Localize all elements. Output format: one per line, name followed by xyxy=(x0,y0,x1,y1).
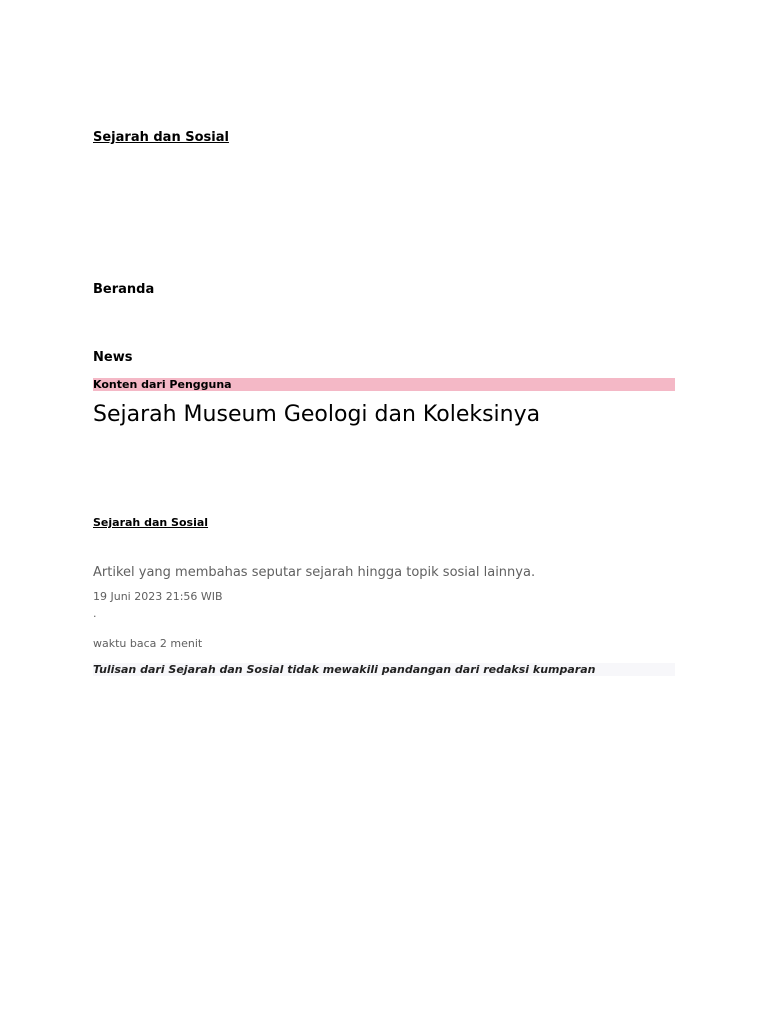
breadcrumb-home-link[interactable]: Beranda xyxy=(93,282,155,297)
meta-separator: · xyxy=(93,610,97,623)
editorial-disclaimer: Tulisan dari Sejarah dan Sosial tidak mewakili pandangan dari redaksi kumparan xyxy=(93,663,675,676)
author-description: Artikel yang membahas seputar sejarah hingga topik sosial lainnya. xyxy=(93,565,536,580)
read-time: waktu baca 2 menit xyxy=(93,637,203,650)
channel-link[interactable]: Sejarah dan Sosial xyxy=(93,130,229,145)
author-link[interactable]: Sejarah dan Sosial xyxy=(93,516,209,529)
publish-date: 19 Juni 2023 21:56 WIB xyxy=(93,590,223,603)
article-title: Sejarah Museum Geologi dan Koleksinya xyxy=(93,402,541,427)
breadcrumb-news-link[interactable]: News xyxy=(93,350,133,365)
user-content-badge: Konten dari Pengguna xyxy=(93,378,675,391)
